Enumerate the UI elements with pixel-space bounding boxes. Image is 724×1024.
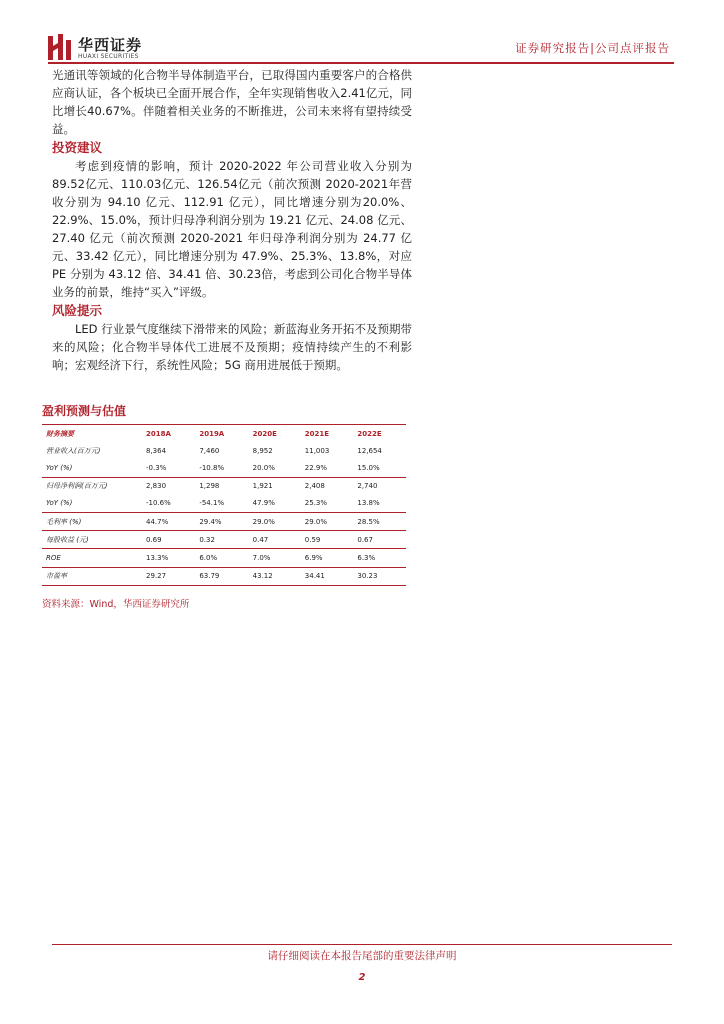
page-header <box>48 26 672 66</box>
table-cell: 29.4% <box>195 512 248 530</box>
table-cell: 2022E <box>353 425 406 443</box>
table-row <box>42 512 406 530</box>
table-cell: 2,408 <box>301 477 354 495</box>
table-cell: 1,921 <box>249 477 301 495</box>
legal-disclaimer: 请仔细阅读在本报告尾部的重要法律声明 <box>267 950 457 962</box>
table-row <box>42 459 406 477</box>
report-body <box>52 66 412 374</box>
table-cell: 2021E <box>301 425 354 443</box>
table-cell: 63.79 <box>195 567 248 585</box>
row-label: 归母净利润(百万元) <box>42 477 142 495</box>
table-row <box>42 477 406 495</box>
table-cell: -54.1% <box>199 499 225 508</box>
row-label: YoY (%) <box>46 463 73 472</box>
table-cell: 25.3% <box>304 499 328 508</box>
table-row <box>42 531 406 549</box>
row-label: ROE <box>42 549 142 567</box>
table-cell: 30.23 <box>353 567 406 585</box>
table-cell: 34.41 <box>301 567 354 585</box>
table-cell: 2020E <box>249 425 301 443</box>
logo-chinese-name: 华西证券 <box>78 36 143 54</box>
table-cell: 2,830 <box>142 477 195 495</box>
table-cell: 7,460 <box>199 446 220 455</box>
forecast-table <box>42 424 406 586</box>
table-cell: 8,364 <box>146 446 167 455</box>
row-label: 毛利率 (%) <box>42 512 142 530</box>
table-cell: 12,654 <box>357 446 382 455</box>
table-cell: 13.3% <box>142 549 195 567</box>
table-cell: 0.59 <box>301 531 354 549</box>
page-number: 2 <box>358 972 366 983</box>
table-cell: 7.0% <box>249 549 301 567</box>
header-divider <box>48 62 674 64</box>
row-label: 财务摘要 <box>42 425 142 443</box>
table-cell: 15.0% <box>357 463 380 472</box>
table-cell: 6.0% <box>195 549 248 567</box>
table-cell: -10.8% <box>199 463 225 472</box>
table-cell: 22.9% <box>304 463 328 472</box>
table-cell: 0.32 <box>195 531 248 549</box>
table-row <box>42 549 406 567</box>
invest-advice-title: 投资建议 <box>52 140 103 155</box>
invest-advice-paragraph: 考虑到疫情的影响，预计 2020-2022 年公司营业收入分别为89.52亿元、110.03亿元、126.54亿元（前次预测 2020-2021年营收分别为 94.10 亿元、112.91 亿元），同比增速分别为20.0%、22.9%、15.0%，预计归母净利润分别为 19.21 亿元、24.08 亿元、27.40 亿元（前次预测 2020-2021 年归母净利润分别为 24.77 亿元、33.42 亿元），同比增速分别为 47.9%、25.3%、13.8%，对应 PE 分别为 43.12 倍、34.41 倍、30.23倍，考虑到公司化合物半导体业务的前景，维持“买入”评级。 <box>52 159 412 299</box>
table-cell: 11,003 <box>304 446 330 455</box>
table-cell: 29.0% <box>249 512 301 530</box>
table-cell: 20.0% <box>252 463 275 472</box>
table-cell: 2,740 <box>353 477 406 495</box>
table-cell: 44.7% <box>142 512 195 530</box>
table-cell: 29.0% <box>301 512 354 530</box>
table-cell: 43.12 <box>249 567 301 585</box>
footer-divider <box>52 944 672 945</box>
row-label: 每股收益 (元) <box>42 531 142 549</box>
table-cell: 0.69 <box>142 531 195 549</box>
table-cell: 6.3% <box>353 549 406 567</box>
table-cell: 0.47 <box>249 531 301 549</box>
table-cell: 28.5% <box>353 512 406 530</box>
table-row <box>42 495 406 513</box>
table-cell: 13.8% <box>357 499 380 508</box>
intro-paragraph: 光通讯等领域的化合物半导体制造平台，已取得国内重要客户的合格供应商认证，各个板块已全面开展合作，全年实现销售收入2.41亿元，同比增长40.67%。伴随着相关业务的不断推进，公司未来将有望持续受益。 <box>52 68 412 136</box>
table-cell: 2019A <box>195 425 248 443</box>
table-cell: 47.9% <box>252 499 275 508</box>
table-cell: 6.9% <box>301 549 354 567</box>
table-cell: 29.27 <box>142 567 195 585</box>
table-cell: -0.3% <box>146 463 167 472</box>
table-cell: 2018A <box>142 425 195 443</box>
report-type-label: 证券研究报告|公司点评报告 <box>515 41 670 55</box>
huaxi-logo-icon <box>48 34 72 60</box>
forecast-table-title: 盈利预测与估值 <box>42 404 127 418</box>
row-label: 市盈率 <box>42 567 142 585</box>
table-row <box>42 442 406 459</box>
table-cell: 8,952 <box>252 446 273 455</box>
risk-paragraph: LED 行业景气度继续下滑带来的风险；新蓝海业务开拓不及预期带来的风险；化合物半导体代工进展不及预期；疫情持续产生的不利影响；宏观经济下行，系统性风险；5G 商用进展低于预期。 <box>52 322 412 372</box>
table-cell: 0.67 <box>353 531 406 549</box>
table-cell: 1,298 <box>195 477 248 495</box>
row-label: YoY (%) <box>46 499 73 508</box>
table-cell: -10.6% <box>146 499 171 508</box>
table-header-row <box>42 425 406 443</box>
risk-title: 风险提示 <box>52 303 103 318</box>
table-row <box>42 567 406 585</box>
table-source: 资料来源：Wind，华西证券研究所 <box>42 599 190 610</box>
row-label: 营业收入(百万元) <box>46 446 101 455</box>
logo-english-name: HUAXI SECURITIES <box>78 53 139 60</box>
